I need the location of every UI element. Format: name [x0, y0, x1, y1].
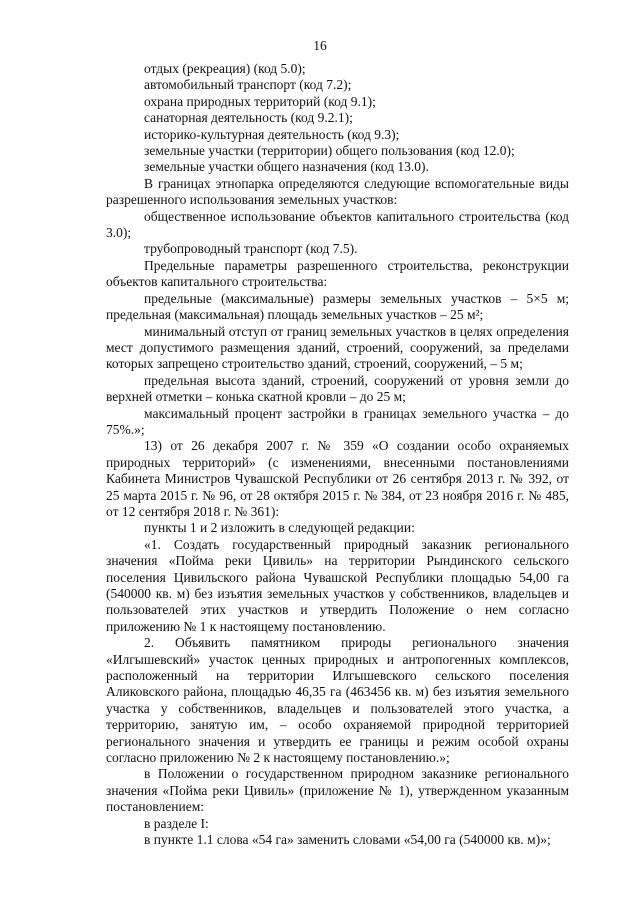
paragraph: 2. Объявить памятником природы регионального значения «Илгышевский» участок ценных природных и антропогенных комплексов, расположенный на территории Илгышевского сельского поселения Аликовского района, площадью 46,35 га (463456 кв. м) без изъятия земельного участка у собственников, владельцев и пользователей этого участка, а территорию, занятую им, – особо охраняемой природной территорией регионального значения и утвердить ее границы и режим особой охраны согласно приложению № 2 к настоящему постановлению.»;	[106, 635, 569, 766]
paragraph: санаторная деятельность (код 9.2.1);	[144, 110, 353, 126]
page-number: 16	[313, 38, 327, 53]
paragraph: пункты 1 и 2 изложить в следующей редакции:	[144, 520, 415, 536]
paragraph: общественное использование объектов капитального строительства (код 3.0);	[106, 208, 569, 241]
paragraph: трубопроводный транспорт (код 7.5).	[144, 241, 358, 257]
paragraph: «1. Создать государственный природный заказник регионального значения «Пойма реки Цивиль» на территории Рындинского сельского поселения Цивильского района Чувашской Республики площадью 54,00 га (540000 кв. м) без изъятия земельных участков у собственников, владельцев и пользователей этих участков и утвердить Положение о нем согласно приложению № 1 к настоящему постановлению.	[106, 536, 569, 634]
paragraph: охрана природных территорий (код 9.1);	[144, 93, 376, 109]
paragraph: предельная высота зданий, строений, сооружений от уровня земли до верхней отметки – конька скатной кровли – до 25 м;	[106, 372, 569, 405]
paragraph: минимальный отступ от границ земельных участков в целях определения мест допустимого размещения зданий, строений, сооружений, за пределами которых запрещено строительство зданий, строений, сооружений, – 5 м;	[106, 323, 569, 372]
paragraph: автомобильный транспорт (код 7.2);	[144, 77, 352, 93]
paragraph: максимальный процент застройки в границах земельного участка – до 75%.»;	[106, 405, 569, 437]
paragraph: земельные участки (территории) общего пользования (код 12.0);	[144, 143, 515, 159]
paragraph: 13) от 26 декабря 2007 г. № 359 «О создании особо охраняемых природных территорий» (с изменениями, внесенными постановлениями Кабинета Министров Чувашской Республики от 26 сентября 2013 г. № 392, от 25 марта 2015 г. № 96, от 28 октября 2015 г. № 384, от 23 ноября 2016 г. № 485, от 12 сентября 2018 г. № 361):	[106, 438, 569, 519]
paragraph: Предельные параметры разрешенного строительства, реконструкции объектов капитального строительства:	[106, 257, 569, 290]
paragraph: историко-культурная деятельность (код 9.3);	[144, 126, 400, 142]
paragraph: земельные участки общего назначения (код 13.0).	[144, 159, 429, 175]
paragraph: отдых (рекреация) (код 5.0);	[144, 61, 306, 76]
paragraph: в разделе I:	[144, 815, 209, 831]
paragraph: в Положении о государственном природном заказнике регионального значения «Пойма реки Цивиль» (приложение № 1), утвержденном указанным постановлением:	[106, 766, 569, 815]
document-body	[106, 61, 569, 849]
paragraph: В границах этнопарка определяются следующие вспомогательные виды разрешенного использования земельных участков:	[106, 175, 569, 208]
paragraph: в пункте 1.1 слова «54 га» заменить словами «54,00 га (540000 кв. м)»;	[144, 832, 551, 848]
paragraph: предельные (максимальные) размеры земельных участков – 5×5 м; предельная (максимальная) площадь земельных участков – 25 м²;	[106, 290, 569, 323]
